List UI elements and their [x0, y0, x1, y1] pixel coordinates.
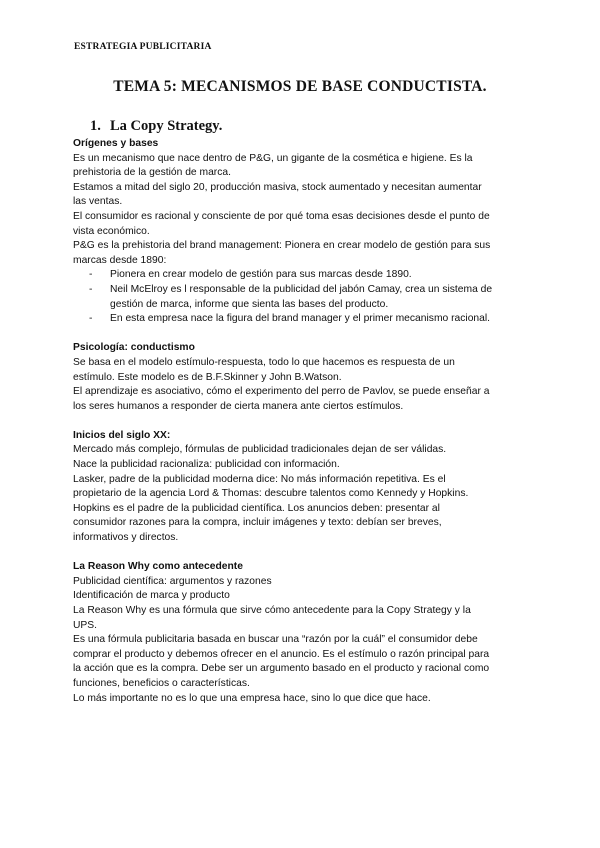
paragraph-line: vista económico. — [73, 225, 150, 237]
paragraph-line: los seres humanos a responder de cierta manera ante ciertos estímulos. — [73, 400, 404, 412]
paragraph-line: Nace la publicidad racionaliza: publicidad con información. — [73, 459, 340, 471]
paragraph-line: Es una fórmula publicitaria basada en buscar una “razón por la cuál” el consumidor debe — [73, 634, 478, 646]
paragraph-line: P&G es la prehistoria del brand management: Pionera en crear modelo de gestión para sus — [73, 240, 491, 252]
paragraph-line: la acción que es la compra. Debe ser un argumento basado en el producto y racional como — [73, 663, 490, 675]
subheading-origenes: Orígenes y bases — [73, 138, 159, 149]
paragraph-line: propietario de la agencia Lord & Thomas: descubre talentos como Kennedy y Hopkins. — [73, 488, 469, 500]
paragraph-line: las ventas. — [73, 196, 123, 208]
section-title: La Copy Strategy. — [110, 118, 223, 134]
paragraph-line: funciones, beneficios o características. — [73, 677, 250, 689]
paragraph-line: comprar el producto y debemos ofrecer en el anuncio. Es el estímulo o razón principal para — [73, 648, 490, 660]
paragraph-line: consumidor razones para la compra, incluir imágenes y texto: debían ser breves, — [73, 517, 442, 529]
paragraph-line: Estamos a mitad del siglo 20, producción masiva, stock aumentado y necesitan aumentar — [73, 181, 482, 193]
paragraph-line: Lo más importante no es lo que una empresa hace, sino lo que dice que hace. — [73, 692, 431, 704]
subheading-psicologia: Psicología: conductismo — [73, 342, 195, 354]
paragraph-line: UPS. — [73, 619, 98, 631]
paragraph-line: Identificación de marca y producto — [73, 590, 230, 602]
paragraph-line: El consumidor es racional y consciente de por qué toma esas decisiones desde el punto de — [73, 210, 490, 222]
list-item: - En esta empresa nace la figura del brand manager y el primer mecanismo racional. — [89, 312, 529, 327]
paragraph-line: informativos y directos. — [73, 532, 179, 544]
paragraph-line: La Reason Why es una fórmula que sirve cómo antecedente para la Copy Strategy y la — [73, 605, 471, 616]
list-item: - Pionera en crear modelo de gestión para sus marcas desde 1890. — [89, 268, 529, 283]
section-number: 1. — [90, 118, 101, 134]
section-heading — [90, 118, 222, 135]
bullet-list — [73, 268, 529, 326]
paragraph-line: prehistoria de la gestión de marca. — [73, 167, 231, 179]
list-item: - Neil McElroy es l responsable de la publicidad del jabón Camay, crea un sistema de gestión de marca, informe que sienta las bases del producto. — [89, 283, 529, 312]
subheading-inicios: Inicios del siglo XX: — [73, 429, 171, 441]
paragraph-line: Mercado más complejo, fórmulas de publicidad tradicionales dejan de ser válidas. — [73, 444, 447, 456]
running-header: ESTRATEGIA PUBLICITARIA — [74, 42, 212, 52]
document-title: TEMA 5: MECANISMOS DE BASE CONDUCTISTA. — [113, 78, 487, 95]
subheading-reason-why: La Reason Why como antecedente — [73, 561, 243, 573]
document-body — [73, 137, 529, 706]
paragraph-line: Es un mecanismo que nace dentro de P&G, un gigante de la cosmética e higiene. Es la — [73, 152, 473, 164]
paragraph-line: Lasker, padre de la publicidad moderna dice: No más información repetitiva. Es el — [73, 473, 446, 485]
paragraph-line: Hopkins es el padre de la publicidad científica. Los anuncios deben: presentar al — [73, 502, 440, 514]
paragraph-line: Publicidad científica: argumentos y razones — [73, 575, 272, 587]
paragraph-line: El aprendizaje es asociativo, cómo el experimento del perro de Pavlov, se puede enseñar a — [73, 386, 490, 398]
paragraph-line: marcas desde 1890: — [73, 254, 167, 266]
paragraph-line: estímulo. Este modelo es de B.F.Skinner y John B.Watson. — [73, 371, 342, 383]
paragraph-line: Se basa en el modelo estímulo-respuesta, todo lo que hacemos es respuesta de un — [73, 356, 455, 368]
